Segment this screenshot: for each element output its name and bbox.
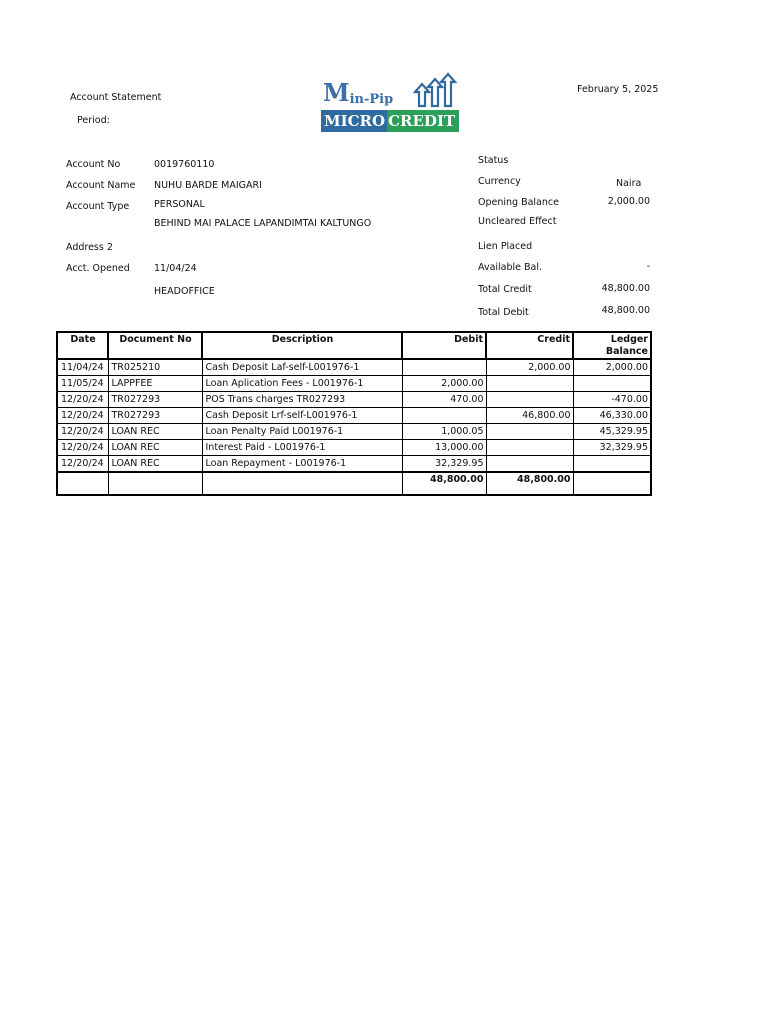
col-description: Description xyxy=(202,332,402,359)
cell-document-no: LOAN REC xyxy=(108,456,202,473)
cell-description: Interest Paid - L001976-1 xyxy=(202,440,402,456)
cell-credit xyxy=(486,456,573,473)
address-line-1: BEHIND MAI PALACE LAPANDIMTAI KALTUNGO xyxy=(154,218,372,229)
total-debit-label: Total Debit xyxy=(478,307,529,318)
total-credit-label: Total Credit xyxy=(478,284,532,295)
total-credit-value: 48,800.00 xyxy=(601,283,650,294)
col-debit: Debit xyxy=(402,332,486,359)
logo-wordmark: Min-Pip xyxy=(323,78,394,107)
total-credit-cell: 48,800.00 xyxy=(486,472,573,495)
cell-description: Cash Deposit Lrf-self-L001976-1 xyxy=(202,408,402,424)
table-row xyxy=(57,376,651,392)
statement-date: February 5, 2025 xyxy=(577,84,659,95)
cell-ledger-balance xyxy=(573,376,651,392)
cell-date: 11/05/24 xyxy=(57,376,108,392)
cell-debit: 13,000.00 xyxy=(402,440,486,456)
currency-label: Currency xyxy=(478,176,521,187)
total-debit-cell: 48,800.00 xyxy=(402,472,486,495)
cell-date: 12/20/24 xyxy=(57,456,108,473)
cell-credit xyxy=(486,392,573,408)
totals-row xyxy=(57,472,651,495)
cell-credit: 2,000.00 xyxy=(486,359,573,376)
cell-debit xyxy=(402,408,486,424)
branch-value: HEADOFFICE xyxy=(154,286,215,297)
cell-document-no: TR027293 xyxy=(108,392,202,408)
table-row xyxy=(57,392,651,408)
available-bal-label: Available Bal. xyxy=(478,262,543,273)
col-credit: Credit xyxy=(486,332,573,359)
address-2-label: Address 2 xyxy=(66,242,113,253)
cell-date: 12/20/24 xyxy=(57,424,108,440)
cell-document-no: TR027293 xyxy=(108,408,202,424)
opening-balance-label: Opening Balance xyxy=(478,197,559,208)
table-row xyxy=(57,424,651,440)
cell-date: 12/20/24 xyxy=(57,392,108,408)
cell-document-no: LOAN REC xyxy=(108,440,202,456)
cell-ledger-balance: 32,329.95 xyxy=(573,440,651,456)
table-header-row xyxy=(57,332,651,359)
cell-ledger-balance: 46,330.00 xyxy=(573,408,651,424)
col-ledger-balance: Ledger Balance xyxy=(573,332,651,359)
cell-ledger-balance: 45,329.95 xyxy=(573,424,651,440)
acct-opened-value: 11/04/24 xyxy=(154,263,197,274)
lien-placed-label: Lien Placed xyxy=(478,241,533,252)
account-name-label: Account Name xyxy=(66,180,136,191)
cell-description: Loan Repayment - L001976-1 xyxy=(202,456,402,473)
minpip-logo xyxy=(321,72,459,132)
statement-title: Account Statement xyxy=(70,92,162,103)
acct-opened-label: Acct. Opened xyxy=(66,263,130,274)
cell-debit: 32,329.95 xyxy=(402,456,486,473)
cell-description: Loan Aplication Fees - L001976-1 xyxy=(202,376,402,392)
cell-date: 12/20/24 xyxy=(57,408,108,424)
cell-description: Loan Penalty Paid L001976-1 xyxy=(202,424,402,440)
cell-debit: 470.00 xyxy=(402,392,486,408)
cell-description: Cash Deposit Laf-self-L001976-1 xyxy=(202,359,402,376)
cell-document-no: LAPPFEE xyxy=(108,376,202,392)
cell-document-no: LOAN REC xyxy=(108,424,202,440)
account-no-value: 0019760110 xyxy=(154,159,215,170)
cell-debit: 1,000.05 xyxy=(402,424,486,440)
cell-document-no: TR025210 xyxy=(108,359,202,376)
col-document-no: Document No xyxy=(108,332,202,359)
cell-credit: 46,800.00 xyxy=(486,408,573,424)
status-label: Status xyxy=(478,155,509,166)
uncleared-effect-label: Uncleared Effect xyxy=(478,216,557,227)
logo-band: MICRO CREDIT xyxy=(321,110,459,132)
table-row xyxy=(57,456,651,473)
table-row xyxy=(57,359,651,376)
available-bal-value: - xyxy=(646,261,650,272)
cell-description: POS Trans charges TR027293 xyxy=(202,392,402,408)
cell-ledger-balance: 2,000.00 xyxy=(573,359,651,376)
currency-value: Naira xyxy=(616,178,642,189)
table-row xyxy=(57,408,651,424)
account-name-value: NUHU BARDE MAIGARI xyxy=(154,180,262,191)
cell-debit: 2,000.00 xyxy=(402,376,486,392)
col-date: Date xyxy=(57,332,108,359)
opening-balance-value: 2,000.00 xyxy=(607,196,650,207)
cell-credit xyxy=(486,376,573,392)
period-label: Period: xyxy=(77,115,110,126)
cell-date: 12/20/24 xyxy=(57,440,108,456)
account-type-label: Account Type xyxy=(66,201,130,212)
total-debit-value: 48,800.00 xyxy=(601,305,650,316)
account-type-value: PERSONAL xyxy=(154,199,205,210)
cell-date: 11/04/24 xyxy=(57,359,108,376)
cell-credit xyxy=(486,424,573,440)
cell-ledger-balance: -470.00 xyxy=(573,392,651,408)
growth-arrows-icon xyxy=(413,72,459,108)
cell-ledger-balance xyxy=(573,456,651,473)
cell-debit xyxy=(402,359,486,376)
cell-credit xyxy=(486,440,573,456)
table-row xyxy=(57,440,651,456)
transactions-table xyxy=(56,331,652,496)
account-no-label: Account No xyxy=(66,159,121,170)
